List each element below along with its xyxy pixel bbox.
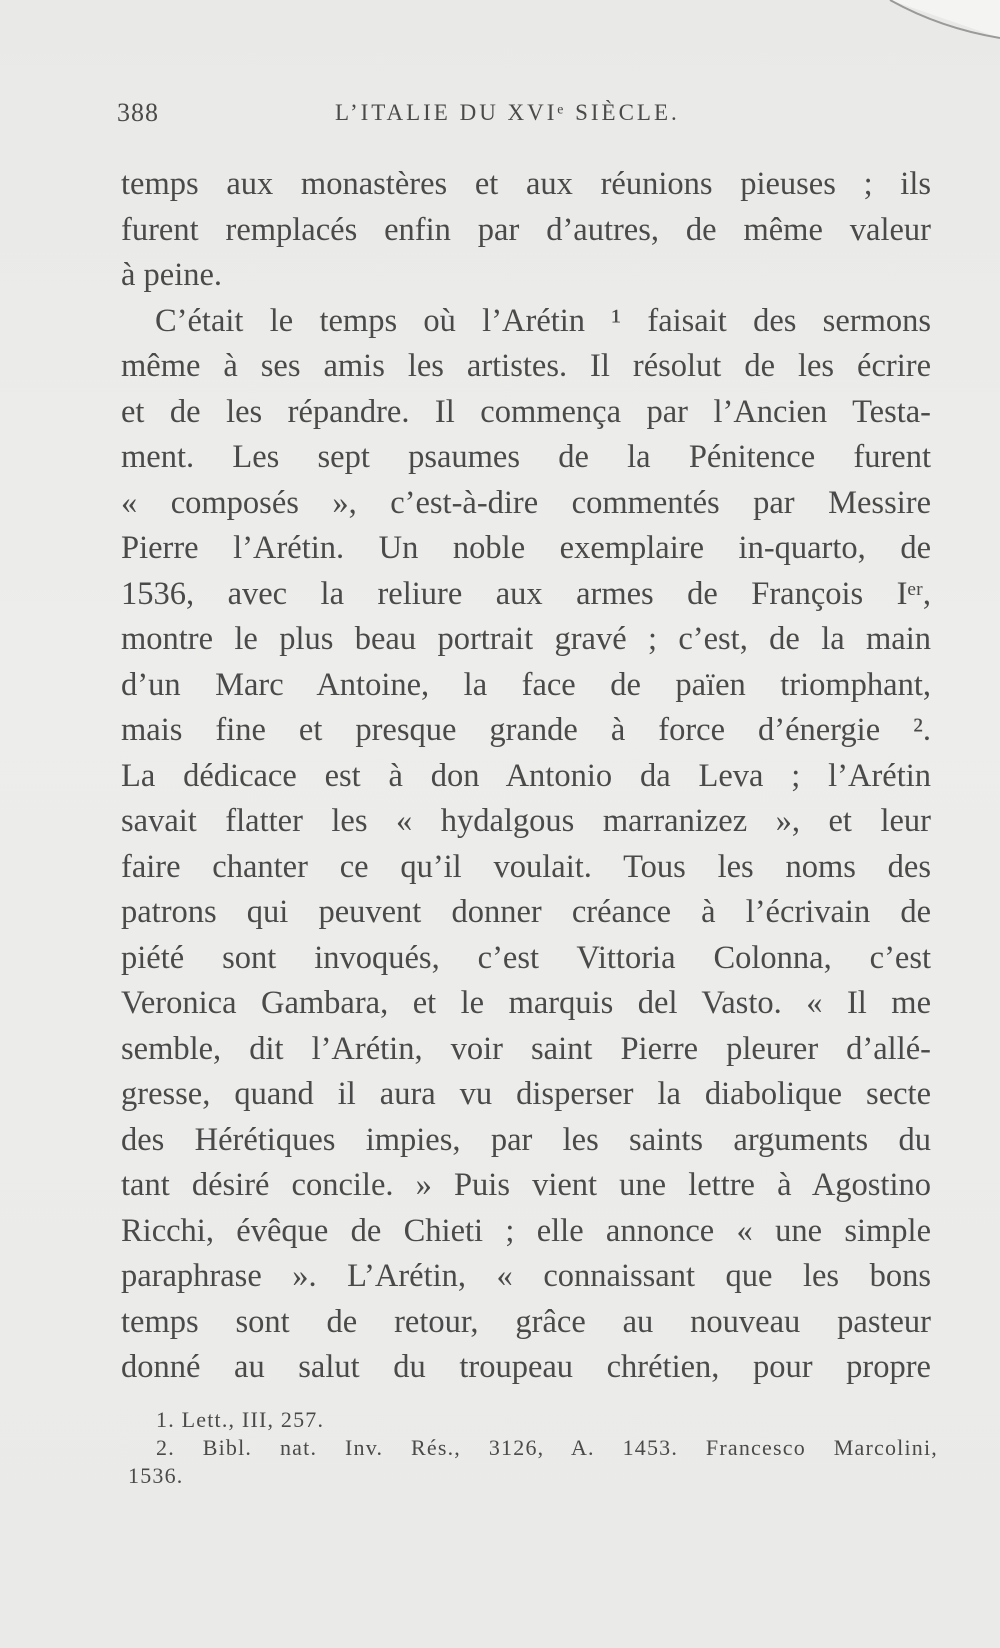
- text-line: ment. Les sept psaumes de la Pénitence furent: [121, 439, 931, 475]
- text-line: donné au salut du troupeau chrétien, pour propre: [121, 1349, 931, 1385]
- body-text: [121, 162, 931, 1391]
- text-line: paraphrase ». L’Arétin, « connaissant que les bons: [121, 1258, 931, 1294]
- text-line: même à ses amis les artistes. Il résolut de les écrire: [121, 348, 931, 384]
- text-line: La dédicace est à don Antonio da Leva ; l’Arétin: [121, 757, 931, 794]
- running-header: [117, 98, 927, 134]
- text-line: semble, dit l’Arétin, voir saint Pierre pleurer d’allé-: [121, 1030, 931, 1067]
- running-title: L’ITALIE DU XVIᵉ SIÈCLE.: [335, 100, 680, 125]
- text-line: mais fine et presque grande à force d’énergie ².: [121, 712, 931, 748]
- text-line: temps sont de retour, grâce au nouveau pasteur: [121, 1303, 931, 1340]
- text-line: à peine.: [121, 257, 223, 293]
- text-line: d’un Marc Antoine, la face de païen triomphant,: [121, 666, 931, 703]
- text-line: gresse, quand il aura vu disperser la diabolique secte: [121, 1076, 931, 1112]
- text-line: temps aux monastères et aux réunions pieuses ; ils: [121, 166, 931, 202]
- text-line: tant désiré concile. » Puis vient une lettre à Agostino: [121, 1167, 931, 1203]
- page-number: 388: [117, 98, 159, 127]
- text-line: « composés », c’est-à-dire commentés par Messire: [121, 484, 931, 521]
- text-line: C’était le temps où l’Arétin ¹ faisait des sermons: [155, 302, 931, 339]
- text-line: patrons qui peuvent donner créance à l’écrivain de: [121, 894, 931, 930]
- footnotes: [128, 1406, 938, 1490]
- text-line: furent remplacés enfin par d’autres, de même valeur: [121, 211, 931, 248]
- text-line: Ricchi, évêque de Chieti ; elle annonce « une simple: [121, 1212, 931, 1249]
- text-line: des Hérétiques impies, par les saints arguments du: [121, 1121, 931, 1158]
- footnote-1: 1. Lett., III, 257.: [156, 1407, 325, 1432]
- text-line: 1536, avec la reliure aux armes de François Iᵉʳ,: [121, 575, 931, 612]
- page-corner-fold: [880, 0, 1000, 60]
- text-line: montre le plus beau portrait gravé ; c’est, de la main: [121, 621, 931, 657]
- text-line: Veronica Gambara, et le marquis del Vasto. « Il me: [121, 985, 931, 1021]
- footnote-2-continued: 1536.: [128, 1463, 184, 1488]
- text-line: Pierre l’Arétin. Un noble exemplaire in-quarto, de: [121, 530, 931, 566]
- text-line: et de les répandre. Il commença par l’Ancien Testa-: [121, 393, 931, 430]
- footnote-2: 2. Bibl. nat. Inv. Rés., 3126, A. 1453. Francesco Marcolini,: [156, 1435, 938, 1460]
- text-line: faire chanter ce qu’il voulait. Tous les noms des: [121, 848, 931, 885]
- text-line: savait flatter les « hydalgous marranizez », et leur: [121, 803, 931, 839]
- text-line: piété sont invoqués, c’est Vittoria Colonna, c’est: [121, 939, 931, 976]
